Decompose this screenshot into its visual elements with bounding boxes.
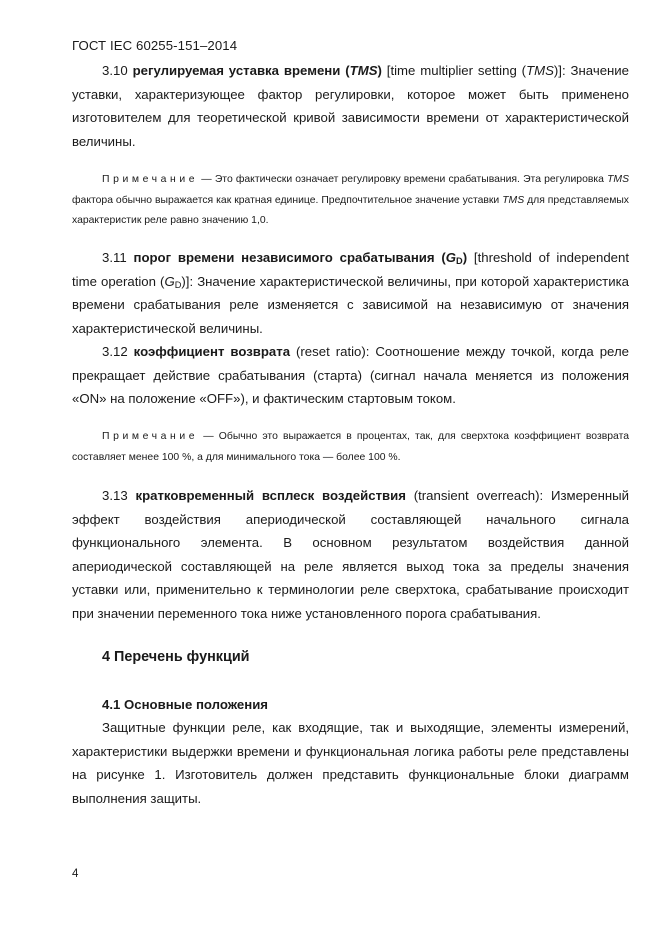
term-ru: кратковременный всплеск воздействия <box>135 488 406 503</box>
term-en: [time multiplier setting (TMS)]: <box>381 63 571 78</box>
clause-3-11 <box>72 246 629 340</box>
page-number: 4 <box>72 868 79 880</box>
definition: Измеренный эффект воздействия апериодической составляющей начального сигнала функционального элемента. В основном результатом воздействия данной апериодической составляющей на реле является выход тока за пределы значения уставки или, применительно к терминологии реле сверхтока, срабатывание происходит при значении переменного тока ниже установленного порога срабатывания. <box>72 488 629 621</box>
clause-number: 3.10 <box>102 63 128 78</box>
term-ru: регулируемая уставка времени (TMS) <box>132 63 382 78</box>
clause-3-12-paragraph <box>72 340 629 411</box>
clause-number: 3.12 <box>102 344 128 359</box>
term-ru: порог времени независимого срабатывания $(G_D)$ <box>133 250 468 266</box>
document-header: ГОСТ IEC 60255-151–2014 <box>72 38 238 53</box>
section-4-1-body <box>72 716 629 810</box>
term-ru: коэффициент возврата <box>133 344 291 359</box>
section-4-1-paragraph: Защитные функции реле, как входящие, так и выходящие, элементы измерений, характеристики выдержки времени и функциональная логика работы реле представлены на рисунке 1. Изготовитель должен представить функциональные блоки диаграмм выполнения защиты. <box>72 720 629 806</box>
note-1-paragraph: Примечание — Это фактически означает регулировку времени срабатывания. Эта регулировка TMS фактора обычно выражается как кратная единице. Предпочтительное значение уставки TMS для представляемых характеристик реле равно значению 1,0. <box>72 174 629 226</box>
clause-3-12 <box>72 340 629 411</box>
note-label: Примечание <box>102 174 199 185</box>
note-2 <box>72 427 629 468</box>
section-4-heading: 4 Перечень функций <box>102 649 250 665</box>
clause-3-13 <box>72 484 629 625</box>
clause-3-10 <box>72 59 629 153</box>
definition: Значение уставки, характеризующее фактор регулировки, которое может быть применено изготовителем для теоретической кривой зависимости времени от характеристической величины. <box>72 63 630 149</box>
term-en: [threshold of independent time operation $(G_D)$]: <box>72 250 630 290</box>
clause-number: 3.11 <box>102 250 127 265</box>
term-abbr: TMS <box>349 63 378 78</box>
clause-3-10-paragraph <box>72 59 629 153</box>
clause-number: 3.13 <box>102 488 128 503</box>
note-label: Примечание <box>102 431 199 442</box>
note-1 <box>72 170 629 232</box>
clause-3-13-paragraph <box>72 484 629 625</box>
definition: Соотношение между точкой, когда реле прекращает действие срабатывания (старта) (сигнал начала меняется из положения «ON» на положение «OFF»), и фактическим стартовым током. <box>72 344 629 406</box>
term-en: (transient overreach): <box>405 488 551 503</box>
term-en: (reset ratio): <box>290 344 376 359</box>
note-2-paragraph: Примечание — Обычно это выражается в процентах, так, для сверхтока коэффициент возврата составляет менее 100 %, а для минимального тока — более 100 %. <box>72 431 629 463</box>
section-4-1-heading: 4.1 Основные положения <box>102 697 268 712</box>
definition: Значение характеристической величины, при которой характеристика времени срабатывания реле изменяется с зависимой на независимую от значения характеристической величины. <box>72 273 629 336</box>
clause-3-11-paragraph <box>72 246 629 340</box>
